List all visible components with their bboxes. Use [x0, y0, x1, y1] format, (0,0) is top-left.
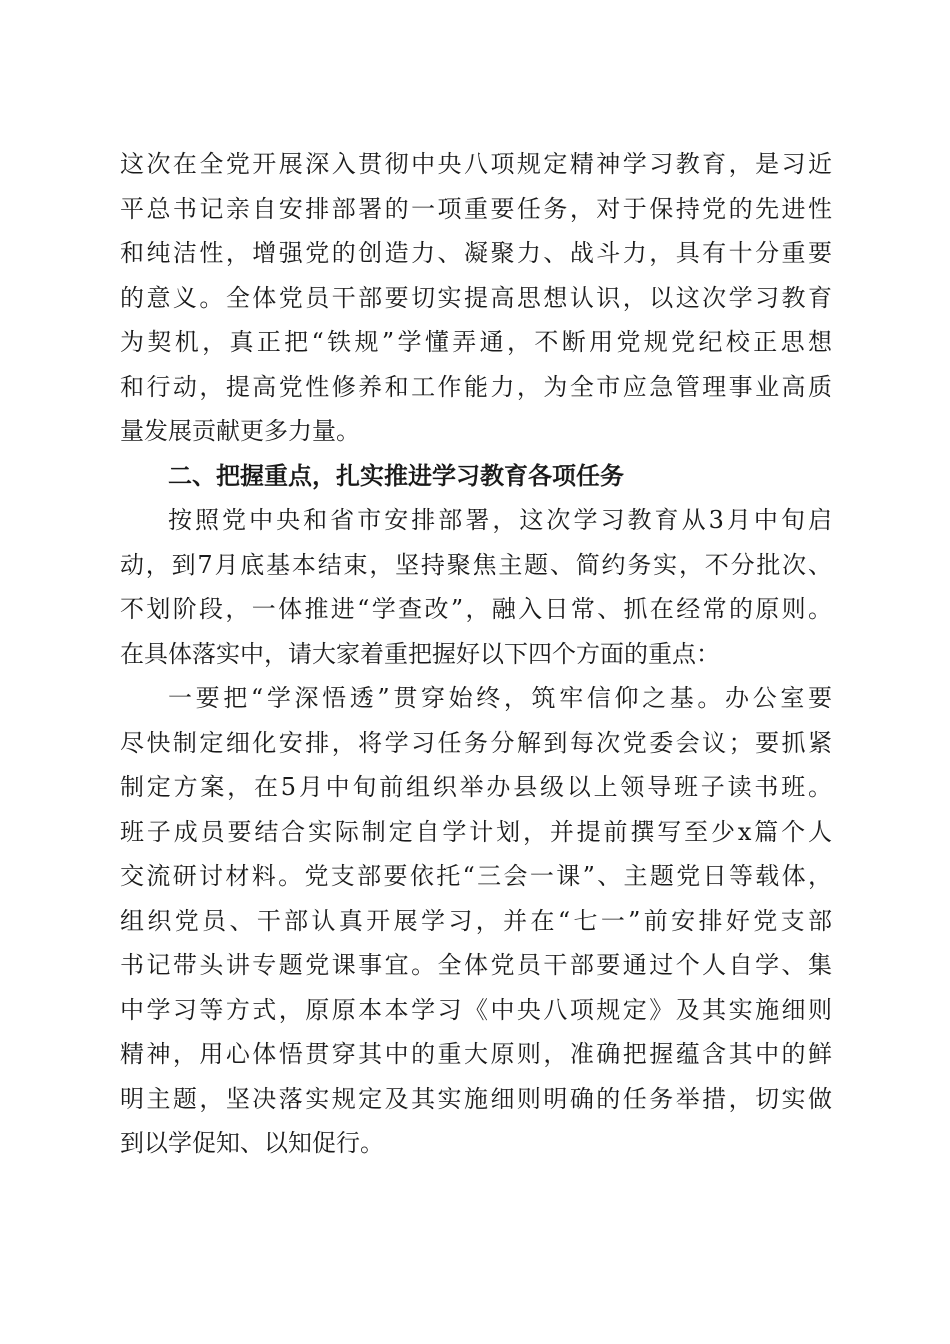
text-line: 一要把“学深悟透”贯穿始终，筑牢信仰之基。办公室要: [168, 684, 832, 712]
text-line: 的意义。全体党员干部要切实提高思想认识，以这次学习教育: [120, 283, 832, 312]
text-line: 和行动，提高党性修养和工作能力，为全市应急管理事业高质: [120, 372, 832, 401]
text-line: 到以学促知、以知促行。: [120, 1129, 384, 1157]
text-line: 按照党中央和省市安排部署，这次学习教育从3月中旬启: [168, 506, 832, 534]
text-line: 制定方案，在5月中旬前组织举办县级以上领导班子读书班。: [120, 773, 832, 801]
text-line: 中学习等方式，原原本本学习《中央八项规定》及其实施细则: [120, 995, 832, 1024]
document-body: [120, 142, 832, 1166]
text-line: 尽快制定细化安排，将学习任务分解到每次党委会议；要抓紧: [120, 728, 832, 757]
text-line: 班子成员要结合实际制定自学计划，并提前撰写至少x篇个人: [120, 817, 832, 846]
text-line: 这次在全党开展深入贯彻中央八项规定精神学习教育，是习近: [120, 150, 832, 178]
heading-text: 二、把握重点，扎实推进学习教育各项任务: [168, 461, 624, 490]
text-line: 精神，用心体悟贯穿其中的重大原则，准确把握蕴含其中的鲜: [120, 1040, 832, 1068]
paragraph-3: [120, 676, 832, 1166]
text-line: 为契机，真正把“铁规”学懂弄通，不断用党规党纪校正思想: [120, 328, 832, 356]
text-line: 组织党员、干部认真开展学习，并在“七一”前安排好党支部: [120, 906, 832, 935]
text-line: 量发展贡献更多力量。: [120, 417, 360, 445]
paragraph-1: [120, 142, 832, 454]
text-line: 动，到7月底基本结束，坚持聚焦主题、简约务实，不分批次、: [120, 550, 832, 579]
section-heading: [120, 454, 832, 499]
text-line: 在具体落实中，请大家着重把握好以下四个方面的重点：: [120, 639, 720, 668]
text-line: 书记带头讲专题党课事宜。全体党员干部要通过个人自学、集: [120, 951, 832, 979]
text-line: 平总书记亲自安排部署的一项重要任务，对于保持党的先进性: [120, 194, 832, 223]
text-line: 不划阶段，一体推进“学查改”，融入日常、抓在经常的原则。: [120, 595, 832, 623]
text-line: 交流研讨材料。党支部要依托“三会一课”、主题党日等载体，: [120, 862, 832, 890]
paragraph-2: [120, 498, 832, 676]
text-line: 和纯洁性，增强党的创造力、凝聚力、战斗力，具有十分重要: [120, 239, 832, 267]
text-line: 明主题，坚决落实规定及其实施细则明确的任务举措，切实做: [120, 1084, 832, 1113]
